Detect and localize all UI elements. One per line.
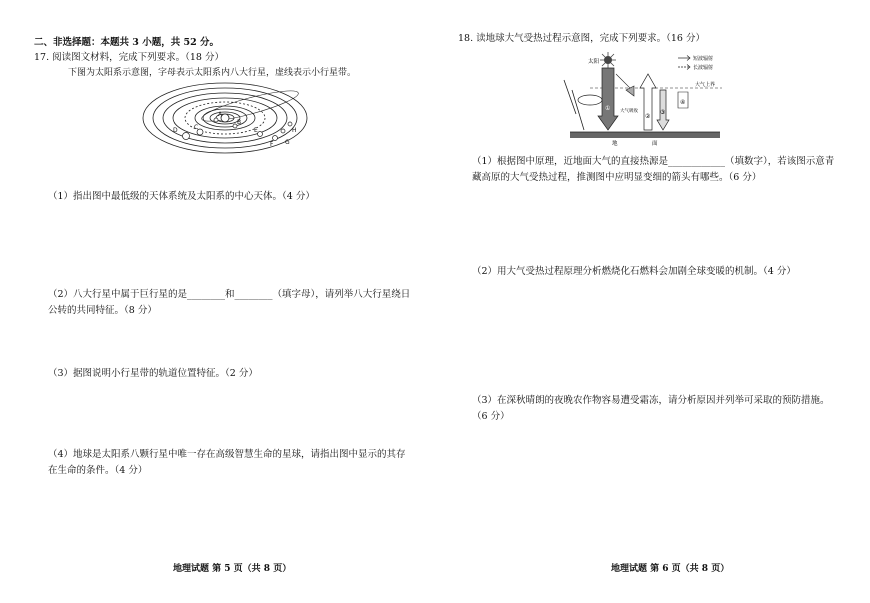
sun <box>221 114 229 122</box>
arrow-num-3: ③ <box>660 109 666 116</box>
atmosphere-heating-diagram <box>560 50 730 146</box>
planet-g <box>281 129 285 133</box>
q18-sub3-line1: （3）在深秋晴朗的夜晚农作物容易遭受霜冻，请分析原因并列举可采取的预防措施。 <box>472 395 830 406</box>
legend-shortwave: 短波辐射 <box>693 56 714 62</box>
absorb-label: 大气吸收 <box>620 109 638 114</box>
ground-surface <box>570 132 720 138</box>
label-c: C <box>194 124 199 131</box>
label-e: E <box>254 127 258 134</box>
planet-e <box>258 132 263 137</box>
q17-sub1: （1）指出图中最低级的天体系统及太阳系的中心天体。（4 分） <box>48 191 315 202</box>
section-header: 二、非选择题：本题共 3 小题，共 52 分。 <box>34 37 220 48</box>
legend <box>678 56 690 70</box>
arrow-num-4: ④ <box>680 99 686 106</box>
ground-label-2: 面 <box>652 141 658 146</box>
arrow-num-2: ② <box>645 113 651 120</box>
ground-label-1: 地 <box>612 141 618 146</box>
footer-page-5: 地理试题 第 5 页（共 8 页） <box>173 564 292 574</box>
q18-sub3-line2: （6 分） <box>472 411 510 422</box>
planet-f <box>273 136 278 141</box>
planet-a <box>214 118 218 122</box>
label-a: A <box>218 111 223 118</box>
q17-sub2-line2: 公转的共同特征。（8 分） <box>48 305 157 316</box>
arrow-ground-radiation <box>640 74 656 130</box>
footer-page-6: 地理试题 第 6 页（共 8 页） <box>611 564 730 574</box>
atmosphere-top-label: 大气上界 <box>695 82 716 88</box>
solar-system-diagram <box>140 76 310 156</box>
q17-sub4-line1: （4）地球是太阳系八颗行星中唯一存在高级智慧生命的星球，请指出图中显示的其存 <box>48 449 406 460</box>
label-d: D <box>173 127 178 134</box>
q17-material: 下图为太阳系示意图，字母表示太阳系内八大行星，虚线表示小行星带。 <box>68 68 357 78</box>
q17-sub3: （3）据图说明小行星带的轨道位置特征。（2 分） <box>48 368 258 379</box>
q17-sub2-line1: （2）八大行星中属于巨行星的是________和________（填字母），请列举八大行星绕日 <box>48 289 411 300</box>
q18-sub1-line2: 藏高原的大气受热过程，推测图中应明显变细的箭头有哪些。（6 分） <box>472 172 762 183</box>
q18-sub2: （2）用大气受热过程原理分析燃烧化石燃料会加剧全球变暖的机制。（4 分） <box>472 266 796 277</box>
arrow-reflection <box>616 74 634 96</box>
label-f: F <box>270 141 274 148</box>
label-g: G <box>285 139 290 146</box>
sun-icon <box>600 52 616 68</box>
q18-stem: 18. 读地球大气受热过程示意图，完成下列要求。（16 分） <box>458 33 705 44</box>
q18-sub1-line1: （1）根据图中原理，近地面大气的直接热源是____________（填数字），若该图示意青 <box>472 156 835 167</box>
sun-label: 太阳 <box>588 59 600 65</box>
cloud-icon <box>578 95 602 105</box>
arrow-num-1: ① <box>605 105 611 112</box>
legend-longwave: 长波辐射 <box>693 65 714 71</box>
planet-d <box>183 133 190 140</box>
q17-stem: 17. 阅读图文材料，完成下列要求。（18 分） <box>34 52 224 63</box>
label-h: H <box>292 127 297 134</box>
q17-sub4-line2: 在生命的条件。（4 分） <box>48 465 148 476</box>
label-b: B <box>237 119 242 126</box>
planet-h <box>288 122 292 126</box>
